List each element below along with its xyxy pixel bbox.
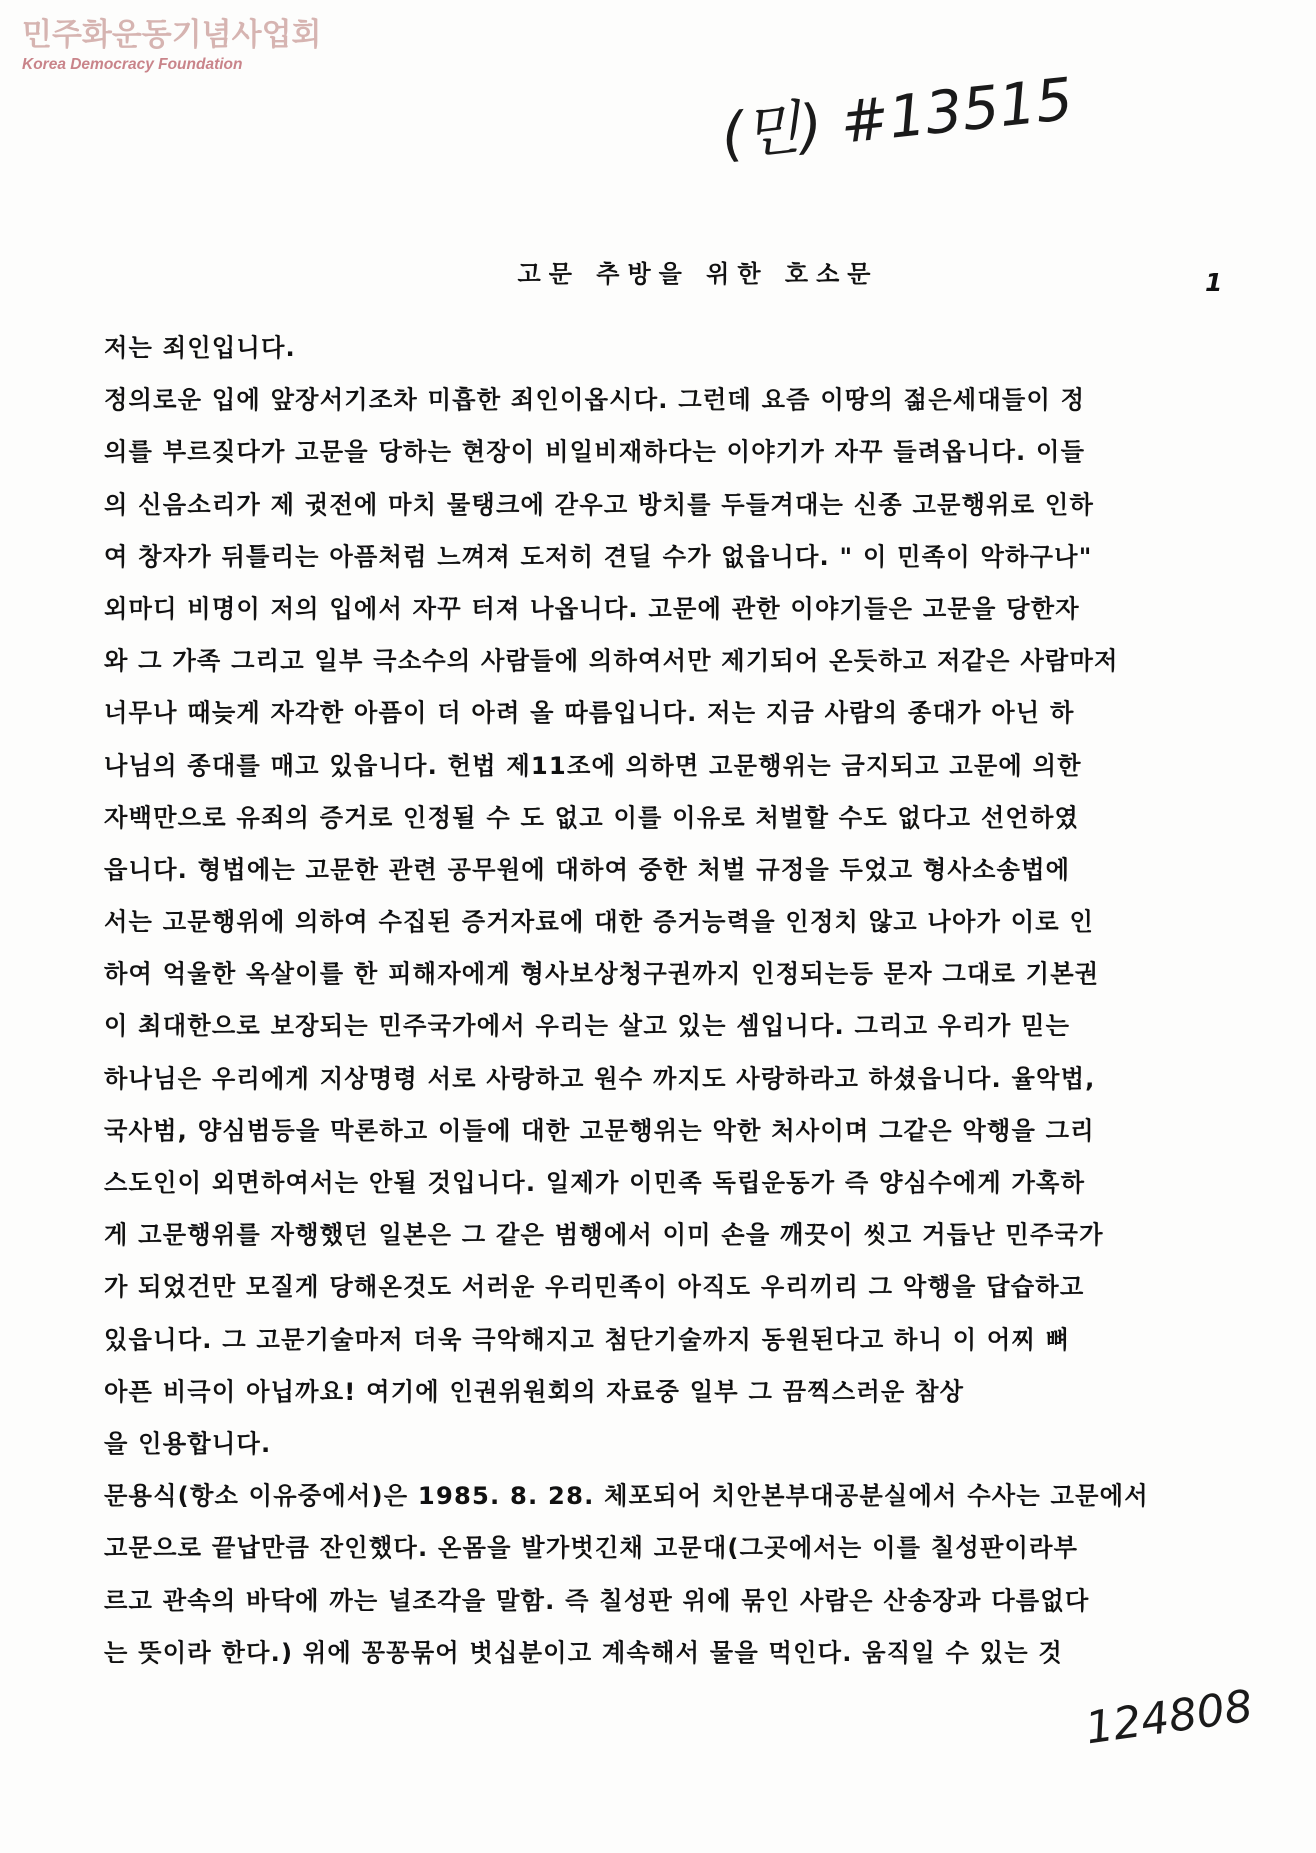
document-title: 고문 추방을 위한 호소문 [517,260,879,288]
body-line: 저는 죄인입니다. [104,333,296,362]
body-line: 의 신음소리가 제 귓전에 마치 물탱크에 갇우고 방치를 두들겨대는 신종 고문행위로 인하 [104,489,1095,519]
body-line: 는 뜻이라 한다.) 위에 꽁꽁묶어 벗십분이고 계속해서 물을 먹인다. 움직일 수 있는 것 [104,1637,1063,1667]
body-line: 이 최대한으로 보장되는 민주국가에서 우리는 살고 있는 셈입니다. 그리고 우리가 믿는 [104,1011,1071,1041]
body-line: 고문으로 끝납만큼 잔인했다. 온몸을 발가벗긴채 고문대(그곳에서는 이를 칠성판이라부 [104,1533,1079,1563]
watermark-korean-text: 민주화운동기념사업회 [22,17,322,53]
body-line: 와 그 가족 그리고 일부 극소수의 사람들에 의하여서만 제기되어 온듯하고 저같은 사람마저 [104,646,1119,676]
body-line: 르고 관속의 바닥에 까는 널조각을 말함. 즉 칠성판 위에 묶인 사람은 산송장과 다름없다 [104,1585,1090,1615]
body-line: 국사범, 양심범등을 막론하고 이들에 대한 고문행위는 악한 처사이며 그같은 악행을 그리 [104,1115,1095,1145]
body-line: 외마디 비명이 저의 입에서 자꾸 터져 나옵니다. 고문에 관한 이야기들은 고문을 당한자 [104,593,1080,623]
body-line: 읍니다. 형법에는 고문한 관련 공무원에 대하여 중한 처벌 규정을 두었고 형사소송법에 [104,854,1071,884]
body-line: 가 되었건만 모질게 당해온것도 서러운 우리민족이 아직도 우리끼리 그 악행을 답습하고 [104,1272,1085,1302]
body-line: 하나님은 우리에게 지상명령 서로 사랑하고 원수 까지도 사랑하라고 하셨읍니다. 율악법, [104,1063,1096,1093]
body-line: 자백만으로 유죄의 증거로 인정될 수 도 없고 이를 이유로 처벌할 수도 없다고 선언하였 [104,802,1080,832]
body-line: 정의로운 입에 앞장서기조차 미흡한 죄인이옵시다. 그런데 요즘 이땅의 젊은세대들이 정 [104,385,1086,415]
body-line: 의를 부르짖다가 고문을 당하는 현장이 비일비재하다는 이야기가 자꾸 들려옵니다. 이들 [104,437,1086,467]
body-line: 을 인용합니다. [104,1428,272,1458]
body-line: 서는 고문행위에 의하여 수집된 증거자료에 대한 증거능력을 인정치 않고 나아가 이로 인 [104,907,1095,937]
watermark-logo [22,18,321,74]
body-line: 여 창자가 뒤틀리는 아픔처럼 느껴져 도저히 견딜 수가 없읍니다. " 이 민족이 악하구나" [104,541,1093,571]
body-line: 아픈 비극이 아닙까요! 여기에 인권위원회의 자료중 일부 그 끔찍스러운 참상 [104,1376,965,1406]
page-number: 1 [1205,268,1223,297]
body-line: 너무나 때늦게 자각한 아픔이 더 아려 올 따름입니다. 저는 지금 사람의 종대가 아닌 하 [104,698,1075,728]
body-line: 나님의 종대를 매고 있읍니다. 헌법 제11조에 의하면 고문행위는 금지되고 고문에 의한 [104,750,1082,780]
handwritten-archive-code: (민) #13515 [717,64,1076,170]
body-line: 있읍니다. 그 고문기술마저 더욱 극악해지고 첨단기술까지 동원된다고 하니 이 어찌 뼈 [104,1324,1071,1354]
body-line: 하여 억울한 옥살이를 한 피해자에게 형사보상청구권까지 인정되는등 문자 그대로 기본권 [104,959,1100,989]
handwritten-document-number: 124808 [1082,1680,1256,1755]
body-line: 문용식(항소 이유중에서)은 1985. 8. 28. 체포되어 치안본부대공분실에서 수사는 고문에서 [104,1481,1149,1511]
watermark-english-text: Korea Democracy Foundation [22,56,243,73]
body-text [104,322,1244,1679]
body-line: 게 고문행위를 자행했던 일본은 그 같은 범행에서 이미 손을 깨끗이 씻고 거듭난 민주국가 [104,1220,1104,1250]
body-line: 스도인이 외면하여서는 안될 것입니다. 일제가 이민족 독립운동가 즉 양심수에게 가혹하 [104,1168,1086,1197]
